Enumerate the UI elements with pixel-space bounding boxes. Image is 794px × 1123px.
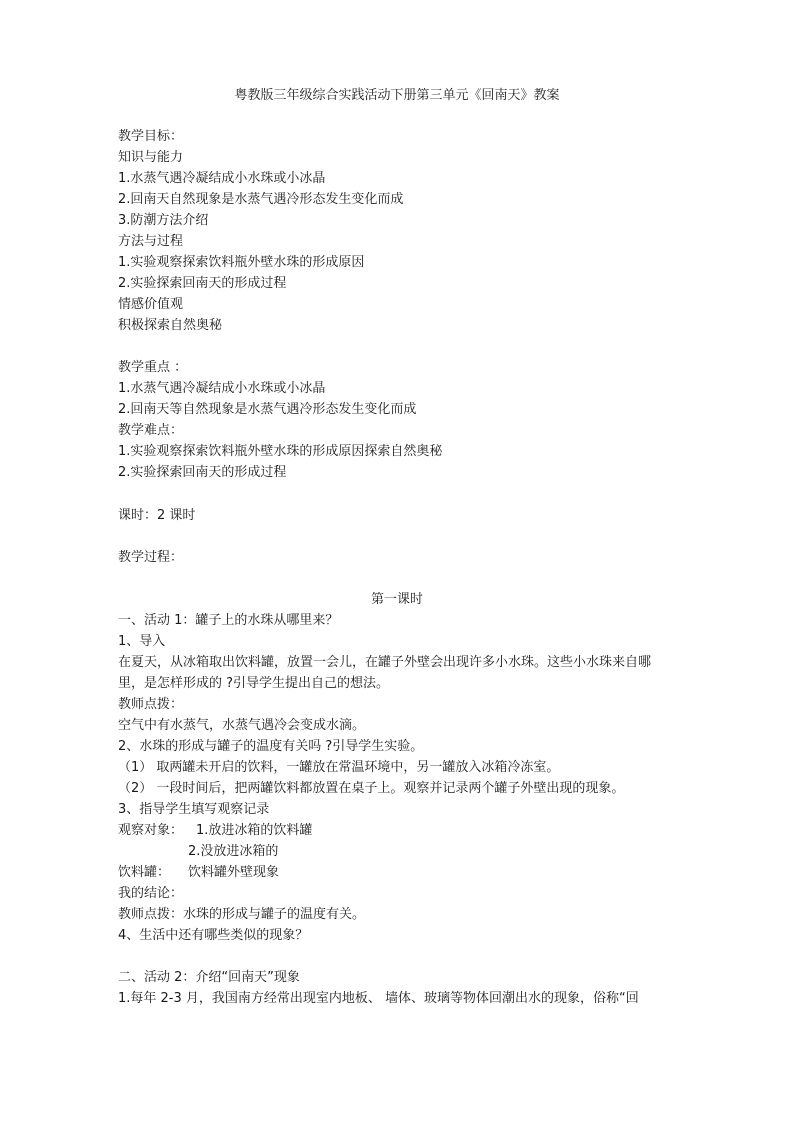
observation-item: 1.放进冰箱的饮料罐 <box>196 823 313 838</box>
key-point-item: 2.回南天等自然现象是水蒸气遇冷形态发生变化而成 <box>118 402 417 417</box>
difficulties-heading: 教学难点： <box>118 423 184 438</box>
method-heading: 方法与过程 <box>118 234 184 249</box>
step-experiment: 2、水珠的形成与罐子的温度有关吗 ?引导学生实验。 <box>118 739 424 754</box>
intro-paragraph-line: 在夏天，从冰箱取出饮料罐，放置一会儿，在罐子外壁会出现许多小水珠。这些小水珠来自哪 <box>118 655 652 670</box>
observation-item: 2.没放进冰箱的 <box>188 844 279 859</box>
key-points-heading: 教学重点 ： <box>118 360 188 375</box>
difficulty-item: 2.实验探索回南天的形成过程 <box>118 465 287 480</box>
class-hours: 课时：2 课时 <box>118 508 196 523</box>
emotion-heading: 情感价值观 <box>118 297 184 312</box>
can-phenomenon: 饮料罐外壁现象 <box>188 865 280 880</box>
document-title: 粤教版三年级综合实践活动下册第三单元《回南天》教案 <box>234 88 560 103</box>
experiment-step: （2） 一段时间后，把两罐饮料都放置在桌子上。观察并记录两个罐子外壁出现的现象。 <box>118 781 625 796</box>
lesson1-heading: 第一课时 <box>370 592 423 607</box>
knowledge-item: 3.防潮方法介绍 <box>118 213 209 228</box>
step-record: 3、指导学生填写观察记录 <box>118 802 270 817</box>
conclusion-label: 我的结论： <box>118 886 184 901</box>
step-similar: 4、生活中还有哪些类似的现象？ <box>118 928 309 943</box>
teacher-hint-text: 教师点拨：水珠的形成与罐子的温度有关。 <box>118 907 366 922</box>
key-point-item: 1.水蒸气遇冷凝结成小水珠或小冰晶 <box>118 381 326 396</box>
teacher-hint-label: 教师点拨： <box>118 697 184 712</box>
intro-paragraph-line: 里，是怎样形成的 ?引导学生提出自己的想法。 <box>118 676 390 691</box>
step-intro: 1、导入 <box>118 634 166 649</box>
knowledge-item: 2.回南天自然现象是水蒸气遇冷形态发生变化而成 <box>118 192 404 207</box>
can-label: 饮料罐： <box>118 865 171 880</box>
observation-label: 观察对象： <box>118 823 184 838</box>
knowledge-heading: 知识与能力 <box>118 150 184 165</box>
activity1-title: 一、活动 1：罐子上的水珠从哪里来？ <box>118 613 339 628</box>
goals-heading: 教学目标： <box>118 129 184 144</box>
process-heading: 教学过程： <box>118 550 184 565</box>
experiment-step: （1） 取两罐未开启的饮料，一罐放在常温环境中，另一罐放入冰箱冷冻室。 <box>118 760 560 775</box>
teacher-hint-text: 空气中有水蒸气，水蒸气遇冷会变成水滴。 <box>118 718 366 733</box>
emotion-item: 积极探索自然奥秘 <box>118 318 223 333</box>
difficulty-item: 1.实验观察探索饮料瓶外壁水珠的形成原因探索自然奥秘 <box>118 444 443 459</box>
knowledge-item: 1.水蒸气遇冷凝结成小水珠或小冰晶 <box>118 171 326 186</box>
activity2-title: 二、活动 2：介绍“回南天”现象 <box>118 970 300 985</box>
method-item: 1.实验观察探索饮料瓶外壁水珠的形成原因 <box>118 255 365 270</box>
method-item: 2.实验探索回南天的形成过程 <box>118 276 287 291</box>
activity2-paragraph-line: 1.每年 2-3 月，我国南方经常出现室内地板、 墙体、玻璃等物体回潮出水的现象，俗称“回 <box>118 991 639 1006</box>
